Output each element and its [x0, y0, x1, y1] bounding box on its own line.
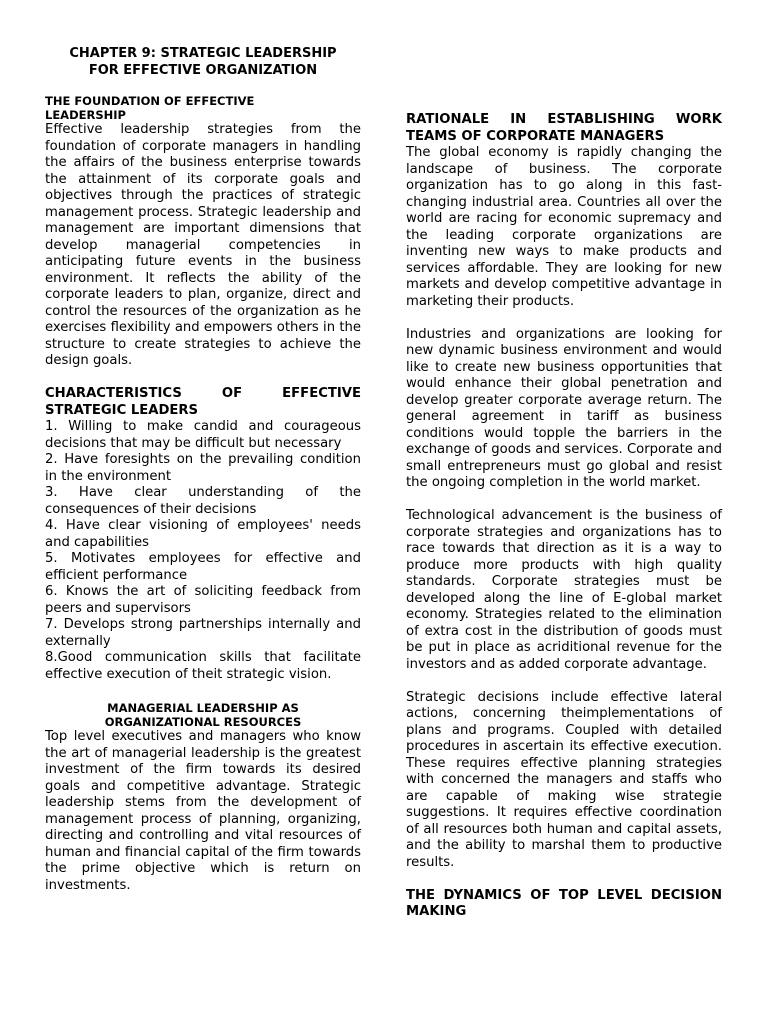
section-heading-characteristics: CHARACTERISTICS OF EFFECTIVE STRATEGIC LEADERS — [45, 386, 361, 418]
characteristics-list — [45, 419, 361, 683]
list-item: 8.Good communication skills that facilitate effective execution of theit strategic vision. — [45, 650, 361, 682]
foundation-paragraph: Effective leadership strategies from the foundation of corporate managers in handling the affairs of the business enterprise towards the attainment of its corporate goals and objectives through the practices of strategic management process. Strategic leadership and management are important dimensions that develop managerial competencies in anticipating future events in the business environment. It reflects the ability of the corporate leaders to plan, organize, direct and control the resources of the organization as he exercises flexibility and empowers others in the structure to create strategies to achieve the design goals. — [45, 122, 361, 368]
section-heading-line: MANAGERIAL LEADERSHIP AS — [107, 701, 299, 715]
list-item: 4. Have clear visioning of employees' needs and capabilities — [45, 518, 361, 550]
list-item: 1. Willing to make candid and courageous decisions that may be difficult but necessary — [45, 419, 361, 451]
section-heading-dynamics: THE DYNAMICS OF TOP LEVEL DECISION MAKING — [406, 887, 722, 919]
section-heading-line: ORGANIZATIONAL RESOURCES — [104, 715, 302, 729]
managerial-paragraph: Top level executives and managers who know the art of managerial leadership is the greatest investment of the firm towards its desired goals and competitive advantage. Strategic leadership stems from the development of management process of planning, organizing, directing and controlling and vital resources of human and financial capital of the firm towards the prime objective which is return on investments. — [45, 729, 361, 893]
chapter-title — [45, 46, 361, 79]
list-item: 2. Have foresights on the prevailing condition in the environment — [45, 452, 361, 484]
rationale-paragraph-1: The global economy is rapidly changing the landscape of business. The corporate organization has to go along in this fast-changing industrial area. Countries all over the world are racing for economic supremacy and the leading corporate organizations are inventing new ways to make products and services affordable. They are looking for new markets and develop competitive advantage in marketing their products. — [406, 145, 722, 309]
section-heading-rationale: RATIONALE IN ESTABLISHING WORK TEAMS OF CORPORATE MANAGERS — [406, 112, 722, 144]
chapter-title-line-1: CHAPTER 9: STRATEGIC LEADERSHIP — [69, 46, 337, 61]
rationale-paragraph-3: Technological advancement is the business of corporate strategies and organizations has to race towards that direction as it is a way to produce more products with high quality standards. Corporate strategies must be developed along the line of E-global market economy. Strategies related to the elimination of extra cost in the distribution of goods must be put in place as acriditional revenue for the investors and as added corporate advantage. — [406, 508, 722, 672]
right-column — [406, 112, 722, 921]
left-column — [45, 46, 361, 894]
section-heading-line: THE FOUNDATION OF EFFECTIVE — [45, 94, 255, 108]
chapter-title-line-2: FOR EFFECTIVE ORGANIZATION — [88, 62, 318, 78]
rationale-paragraph-4: Strategic decisions include effective lateral actions, concerning theimplementations of plans and programs. Coupled with detailed procedures in ascertain its effective execution. These requires effective planning strategies with concerned the managers and staffs who are capable of making wise strategie suggestions. It requires effective coordination of all resources both human and capital assets, and the ability to marshal them to productive results. — [406, 689, 722, 870]
rationale-paragraph-2: Industries and organizations are looking for new dynamic business environment and would like to create new business opportunities that would enhance their global penetration and develop greater corporate average return. The general agreement in tariff as business conditions would topple the barriers in the exchange of goods and services. Corporate and small entrepreneurs must go global and resist the ongoing completion in the world market. — [406, 326, 722, 490]
section-heading-managerial — [45, 701, 361, 729]
section-heading-foundation — [45, 94, 361, 122]
list-item: 7. Develops strong partnerships internally and externally — [45, 617, 361, 649]
section-heading-line: LEADERSHIP — [45, 108, 126, 122]
list-item: 5. Motivates employees for effective and efficient performance — [45, 551, 361, 583]
list-item: 3. Have clear understanding of the consequences of their decisions — [45, 485, 361, 517]
list-item: 6. Knows the art of soliciting feedback from peers and supervisors — [45, 584, 361, 616]
